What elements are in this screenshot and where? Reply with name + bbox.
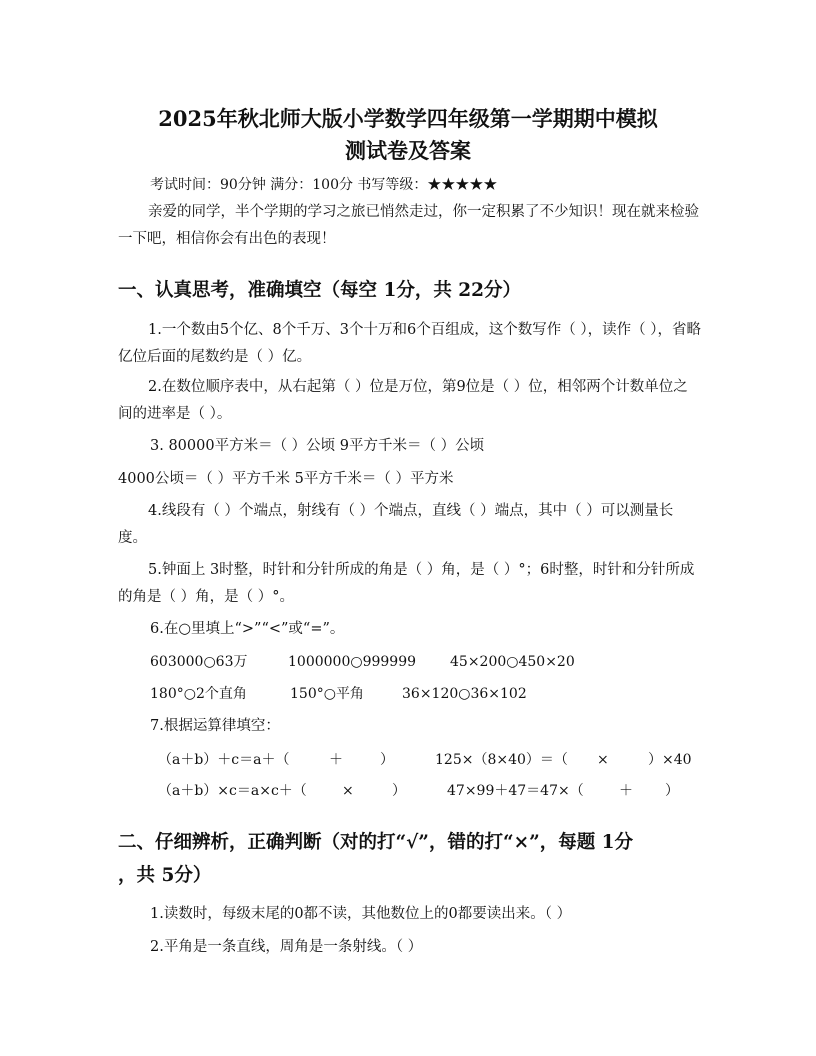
- q7-part: ×: [597, 752, 609, 768]
- question-1: 1.一个数由5个亿、8个千万、3个十万和6个百组成，这个数写作（ ），读作（ ），省略亿位后面的尾数约是（ ）亿。: [118, 322, 701, 365]
- question-4: 4.线段有（ ）个端点，射线有（ ）个端点，直线（ ）端点，其中（ ）可以测量长度。: [118, 503, 674, 546]
- judge-question-1: 1.读数时，每级末尾的0都不读，其他数位上的0都要读出来。（ ）: [150, 906, 572, 922]
- intro-paragraph: 亲爱的同学，半个学期的学习之旅已悄然走过，你一定积累了不少知识！现在就来检验一下吧，相信你会有出色的表现！: [118, 204, 699, 247]
- section2-heading-line-2: ，共 5分）: [118, 865, 212, 886]
- q7-part: ＋: [329, 752, 343, 768]
- question-7: 7.根据运算律填空：: [150, 718, 280, 734]
- q7-part: ＋: [619, 783, 633, 799]
- q7-part: ）: [665, 783, 679, 799]
- section1-heading: 一、认真思考，准确填空（每空 1分，共 22分）: [118, 280, 522, 301]
- q7-part: 125×（8×40）＝（: [435, 752, 568, 768]
- q6-item: 1000000○999999: [288, 654, 417, 670]
- q6-item: 180°○2个直角: [150, 686, 247, 702]
- section2-heading-line-1: 二、仔细辨析，正确判断（对的打“√”，错的打“×”，每题 1分: [118, 832, 634, 853]
- q6-item: 45×200○450×20: [450, 654, 575, 670]
- question-3-line-2: 4000公顷＝（ ）平方千米 5平方千米＝（ ）平方米: [118, 471, 454, 487]
- question-2: 2.在数位顺序表中，从右起第（ ）位是万位，第9位是（ ）位，相邻两个计数单位之间的进率是（ ）。: [118, 379, 688, 422]
- q6-item: 603000○63万: [150, 654, 248, 670]
- q6-item: 150°○平角: [290, 686, 364, 702]
- q7-part: ）: [380, 752, 394, 768]
- exam-info: 考试时间：90分钟 满分：100分 书写等级：★★★★★: [150, 177, 498, 193]
- q7-part: ）: [392, 783, 406, 799]
- question-3-line-1: 3. 80000平方米＝（ ）公顷 9平方千米＝（ ）公顷: [150, 438, 485, 454]
- title-line-1: 2025年秋北师大版小学数学四年级第一学期期中模拟: [158, 106, 658, 131]
- question-5: 5.钟面上 3时整，时针和分针所成的角是（ ）角，是（ ）°；6时整，时针和分针所成的角是（ ）角，是（ ）°。: [118, 562, 695, 605]
- question-6: 6.在○里填上“>”“<”或“=”。: [150, 621, 345, 637]
- title-line-2: 测试卷及答案: [345, 138, 471, 163]
- q7-part: 47×99＋47＝47×（: [447, 783, 584, 799]
- q7-part: ×: [342, 783, 354, 799]
- q6-item: 36×120○36×102: [402, 686, 527, 702]
- q7-part: （a＋b）×c＝a×c＋（: [158, 783, 307, 799]
- q7-part: （a＋b）＋c＝a＋（: [158, 752, 290, 768]
- q7-part: ）×40: [648, 752, 692, 768]
- judge-question-2: 2.平角是一条直线，周角是一条射线。（ ）: [150, 939, 423, 955]
